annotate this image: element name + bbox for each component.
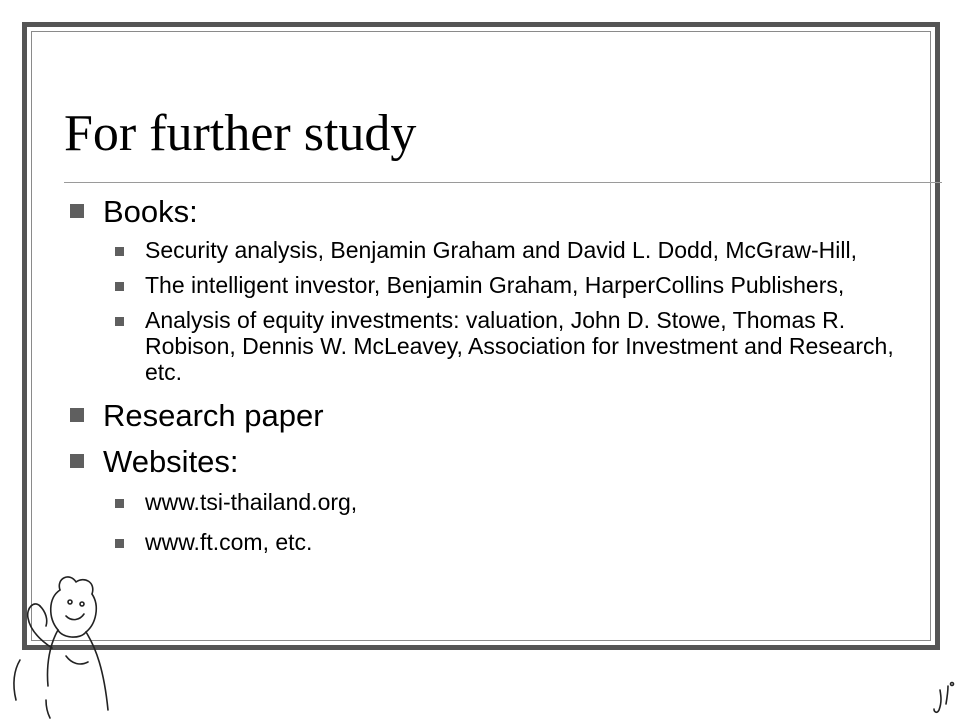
bullet-list: [70, 193, 900, 564]
sub-bullet-book-1: [115, 237, 900, 263]
square-bullet-icon: [115, 282, 124, 291]
sub-bullet-website-1: [115, 489, 900, 515]
sub-bullet-book-3: [115, 307, 900, 385]
handwritten-mark-icon: [930, 680, 958, 716]
bullet-research-paper: [70, 397, 900, 435]
sub-bullet-text: Analysis of equity investments: valuation, John D. Stowe, Thomas R. Robison, Dennis W. McLeavey, Association for Investment and Research, etc.: [145, 307, 894, 385]
title-divider: [64, 182, 942, 183]
slide-title: For further study: [64, 105, 417, 162]
square-bullet-icon: [70, 408, 84, 422]
square-bullet-icon: [115, 317, 124, 326]
sub-bullet-book-2: [115, 272, 900, 298]
square-bullet-icon: [115, 247, 124, 256]
sub-bullet-text: The intelligent investor, Benjamin Graham, HarperCollins Publishers,: [145, 272, 845, 298]
bullet-websites: [70, 443, 900, 481]
square-bullet-icon: [70, 204, 84, 218]
sub-bullet-website-2: [115, 529, 900, 555]
square-bullet-icon: [115, 539, 124, 548]
bullet-books: [70, 193, 900, 231]
sub-bullet-text: www.ft.com, etc.: [145, 529, 313, 555]
cartoon-figure-sketch-icon: [0, 560, 140, 720]
sub-bullet-text: www.tsi-thailand.org,: [145, 489, 358, 515]
bullet-books-label: Books:: [103, 194, 198, 229]
bullet-research-paper-label: Research paper: [103, 398, 324, 433]
sub-bullet-text: Security analysis, Benjamin Graham and David L. Dodd, McGraw-Hill,: [145, 237, 857, 263]
bullet-websites-label: Websites:: [103, 444, 239, 479]
square-bullet-icon: [115, 499, 124, 508]
square-bullet-icon: [70, 454, 84, 468]
